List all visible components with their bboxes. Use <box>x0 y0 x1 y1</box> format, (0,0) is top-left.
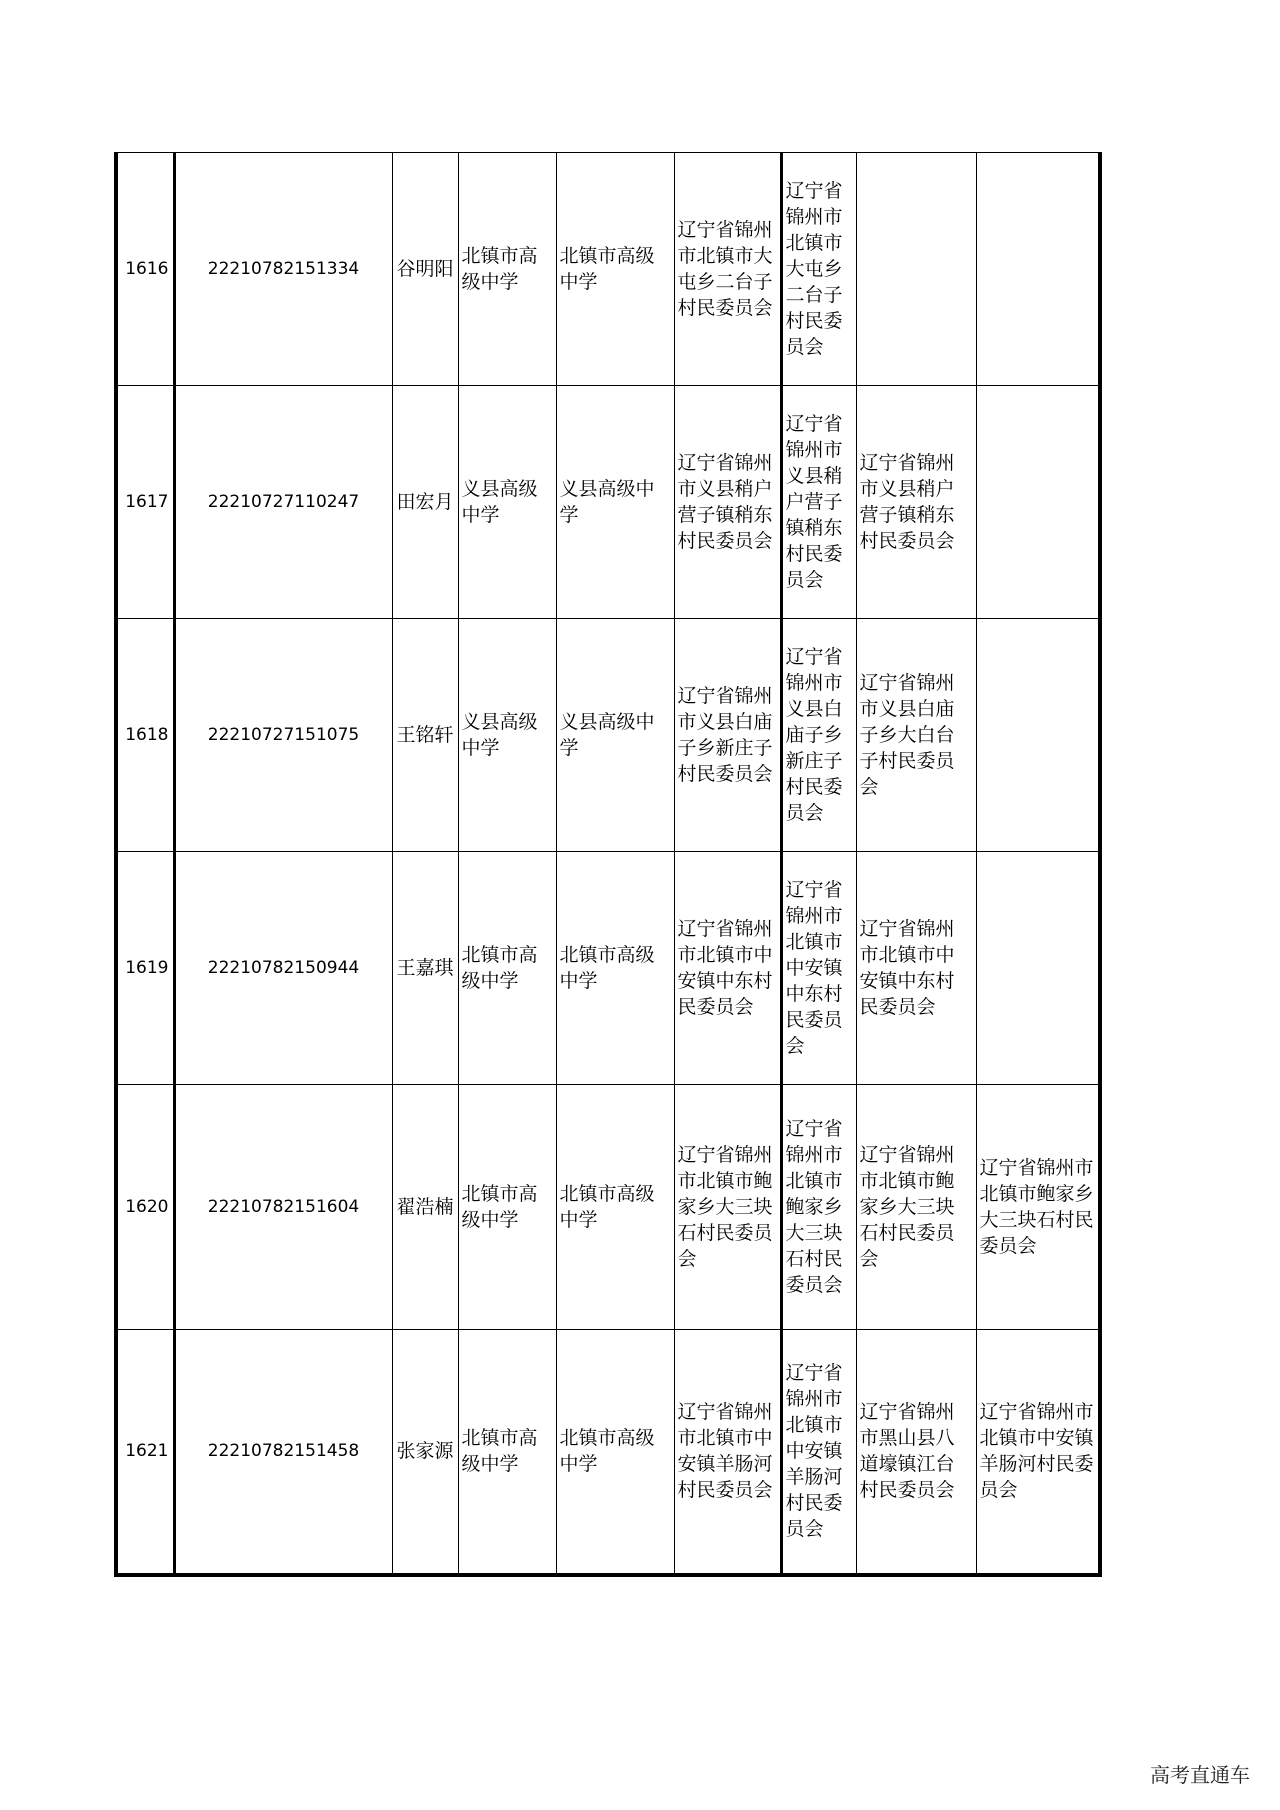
seq-cell: 1620 <box>116 1085 174 1330</box>
address-cell <box>976 619 1100 852</box>
address-cell <box>976 852 1100 1085</box>
seq-cell: 1621 <box>116 1330 174 1575</box>
name-cell: 翟浩楠 <box>392 1085 458 1330</box>
name-cell: 田宏月 <box>392 386 458 619</box>
table-row <box>116 1085 1100 1330</box>
table-row <box>116 386 1100 619</box>
address-cell <box>976 153 1100 386</box>
address-cell: 辽宁省锦州市义县稍户营子镇稍东村民委员会 <box>856 386 976 619</box>
address-cell: 辽宁省锦州市义县白庙子乡新庄子村民委员会 <box>674 619 781 852</box>
table-row <box>116 153 1100 386</box>
address-cell <box>976 386 1100 619</box>
school-cell: 义县高级中学 <box>556 386 674 619</box>
table-row <box>116 619 1100 852</box>
address-cell <box>856 153 976 386</box>
name-cell: 王嘉琪 <box>392 852 458 1085</box>
school-cell: 北镇市高级中学 <box>556 153 674 386</box>
address-cell: 辽宁省锦州市北镇市鲍家乡大三块石村民委员会 <box>976 1085 1100 1330</box>
school-cell: 北镇市高级中学 <box>458 852 556 1085</box>
school-cell: 北镇市高级中学 <box>556 1330 674 1575</box>
address-cell: 辽宁省锦州市北镇市中安镇中东村民委员会 <box>781 852 856 1085</box>
seq-cell: 1617 <box>116 386 174 619</box>
school-cell: 义县高级中学 <box>458 619 556 852</box>
school-cell: 北镇市高级中学 <box>458 1330 556 1575</box>
address-cell: 辽宁省锦州市北镇市中安镇羊肠河村民委员会 <box>781 1330 856 1575</box>
address-cell: 辽宁省锦州市北镇市鲍家乡大三块石村民委员会 <box>781 1085 856 1330</box>
exam-id-cell: 22210782151334 <box>174 153 392 386</box>
exam-id-cell: 22210782151458 <box>174 1330 392 1575</box>
address-cell: 辽宁省锦州市义县稍户营子镇稍东村民委员会 <box>674 386 781 619</box>
table-row <box>116 852 1100 1085</box>
address-cell: 辽宁省锦州市义县稍户营子镇稍东村民委员会 <box>781 386 856 619</box>
roster-table <box>114 152 1102 1577</box>
address-cell: 辽宁省锦州市北镇市中安镇中东村民委员会 <box>856 852 976 1085</box>
seq-cell: 1618 <box>116 619 174 852</box>
school-cell: 北镇市高级中学 <box>556 852 674 1085</box>
address-cell: 辽宁省锦州市北镇市中安镇羊肠河村民委员会 <box>976 1330 1100 1575</box>
exam-id-cell: 22210782151604 <box>174 1085 392 1330</box>
address-cell: 辽宁省锦州市北镇市中安镇羊肠河村民委员会 <box>674 1330 781 1575</box>
address-cell: 辽宁省锦州市北镇市大屯乡二台子村民委员会 <box>781 153 856 386</box>
school-cell: 义县高级中学 <box>458 386 556 619</box>
name-cell: 张家源 <box>392 1330 458 1575</box>
seq-cell: 1619 <box>116 852 174 1085</box>
address-cell: 辽宁省锦州市北镇市鲍家乡大三块石村民委员会 <box>674 1085 781 1330</box>
watermark: 高考直通车 <box>1150 1763 1250 1787</box>
school-cell: 义县高级中学 <box>556 619 674 852</box>
name-cell: 谷明阳 <box>392 153 458 386</box>
address-cell: 辽宁省锦州市黑山县八道壕镇江台村民委员会 <box>856 1330 976 1575</box>
school-cell: 北镇市高级中学 <box>458 153 556 386</box>
school-cell: 北镇市高级中学 <box>458 1085 556 1330</box>
seq-cell: 1616 <box>116 153 174 386</box>
exam-id-cell: 22210727151075 <box>174 619 392 852</box>
address-cell: 辽宁省锦州市义县白庙子乡大白台子村民委员会 <box>856 619 976 852</box>
address-cell: 辽宁省锦州市北镇市大屯乡二台子村民委员会 <box>674 153 781 386</box>
exam-id-cell: 22210727110247 <box>174 386 392 619</box>
roster-table-wrapper <box>114 152 1102 1577</box>
school-cell: 北镇市高级中学 <box>556 1085 674 1330</box>
address-cell: 辽宁省锦州市北镇市鲍家乡大三块石村民委员会 <box>856 1085 976 1330</box>
address-cell: 辽宁省锦州市北镇市中安镇中东村民委员会 <box>674 852 781 1085</box>
exam-id-cell: 22210782150944 <box>174 852 392 1085</box>
name-cell: 王铭轩 <box>392 619 458 852</box>
address-cell: 辽宁省锦州市义县白庙子乡新庄子村民委员会 <box>781 619 856 852</box>
table-row <box>116 1330 1100 1575</box>
